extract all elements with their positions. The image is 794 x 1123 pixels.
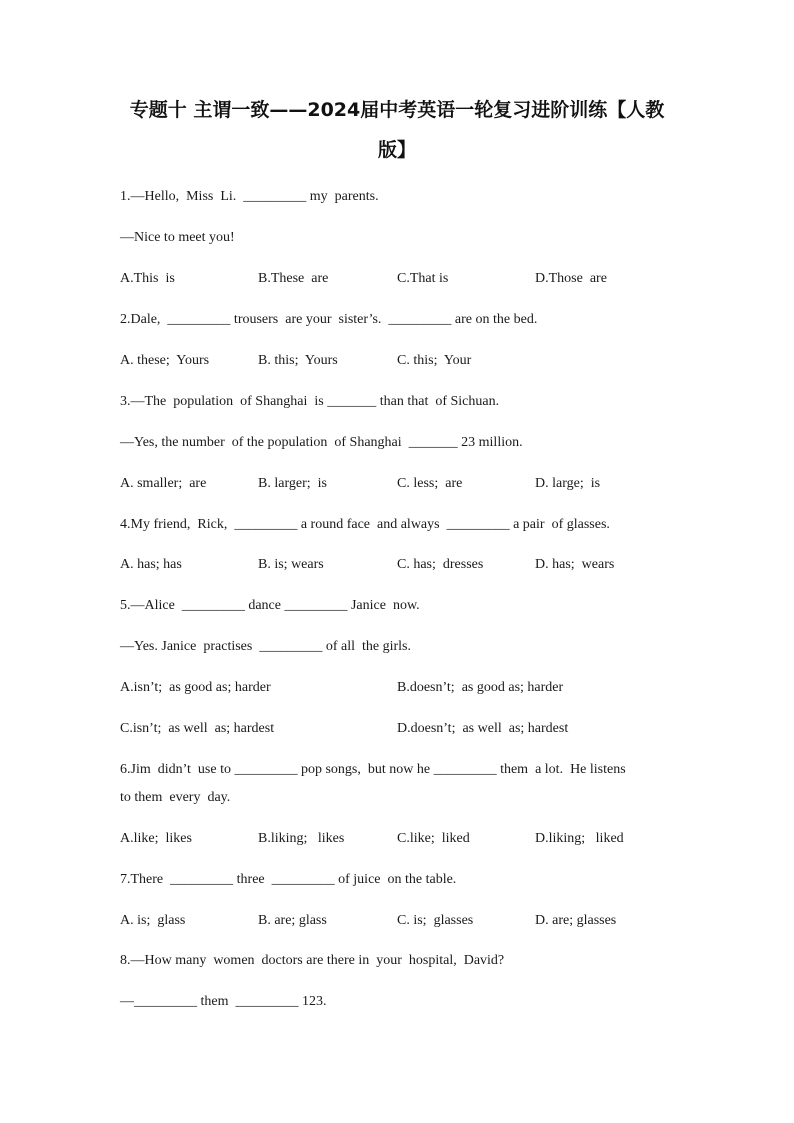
question-1-option-a: A.This is xyxy=(120,271,175,286)
question-3-option-c: C. less; are xyxy=(397,476,463,491)
question-2-option-c: C. this; Your xyxy=(397,353,472,368)
question-3-option-d: D. large; is xyxy=(535,476,601,491)
question-7-option-a: A. is; glass xyxy=(120,913,186,928)
title-line-1: 专题十 主谓一致——2024届中考英语一轮复习进阶训练【人教 xyxy=(129,99,665,121)
question-2-stem: 2.Dale, _________ trousers are your sister’s. _________ are on the bed. xyxy=(120,312,538,327)
question-4-stem: 4.My friend, Rick, _________ a round face and always _________ a pair of glasses. xyxy=(120,517,610,532)
question-4-option-c: C. has; dresses xyxy=(397,557,484,572)
page-title xyxy=(100,90,694,170)
question-3-option-b: B. larger; is xyxy=(258,476,327,491)
question-7-option-c: C. is; glasses xyxy=(397,913,474,928)
question-1-reply: —Nice to meet you! xyxy=(120,230,235,245)
question-3-stem: 3.—The population of Shanghai is _______ than that of Sichuan. xyxy=(120,394,500,409)
question-5-option-a: A.isn’t; as good as; harder xyxy=(120,680,271,695)
question-6-stem-continued: to them every day. xyxy=(120,790,231,805)
question-3-option-a: A. smaller; are xyxy=(120,476,207,491)
question-3-reply: —Yes, the number of the population of Shanghai _______ 23 million. xyxy=(120,435,523,450)
question-6-option-d: D.liking; liked xyxy=(535,831,624,846)
question-8-reply: —_________ them _________ 123. xyxy=(120,994,327,1009)
question-4-option-a: A. has; has xyxy=(120,557,182,572)
question-1-option-b: B.These are xyxy=(258,271,329,286)
question-7-option-b: B. are; glass xyxy=(258,913,327,928)
question-1-stem: 1.—Hello, Miss Li. _________ my parents. xyxy=(120,189,379,204)
question-1-option-d: D.Those are xyxy=(535,271,607,286)
question-1-option-c: C.That is xyxy=(397,271,449,286)
question-6-stem: 6.Jim didn’t use to _________ pop songs, but now he _________ them a lot. He listens xyxy=(120,762,626,777)
question-5-stem: 5.—Alice _________ dance _________ Janice now. xyxy=(120,598,420,613)
question-6-option-a: A.like; likes xyxy=(120,831,192,846)
question-6-option-c: C.like; liked xyxy=(397,831,470,846)
question-5-option-c: C.isn’t; as well as; hardest xyxy=(120,721,275,736)
question-4-option-d: D. has; wears xyxy=(535,557,615,572)
question-2-option-a: A. these; Yours xyxy=(120,353,210,368)
question-5-reply: —Yes. Janice practises _________ of all the girls. xyxy=(120,639,411,654)
question-7-option-d: D. are; glasses xyxy=(535,913,617,928)
question-7-stem: 7.There _________ three _________ of juice on the table. xyxy=(120,872,457,887)
question-8-stem: 8.—How many women doctors are there in your hospital, David? xyxy=(120,953,505,968)
question-2-option-b: B. this; Yours xyxy=(258,353,338,368)
question-5-option-b: B.doesn’t; as good as; harder xyxy=(397,680,564,695)
title-line-2: 版】 xyxy=(377,139,416,161)
question-6-option-b: B.liking; likes xyxy=(258,831,345,846)
question-5-option-d: D.doesn’t; as well as; hardest xyxy=(397,721,569,736)
question-4-option-b: B. is; wears xyxy=(258,557,324,572)
